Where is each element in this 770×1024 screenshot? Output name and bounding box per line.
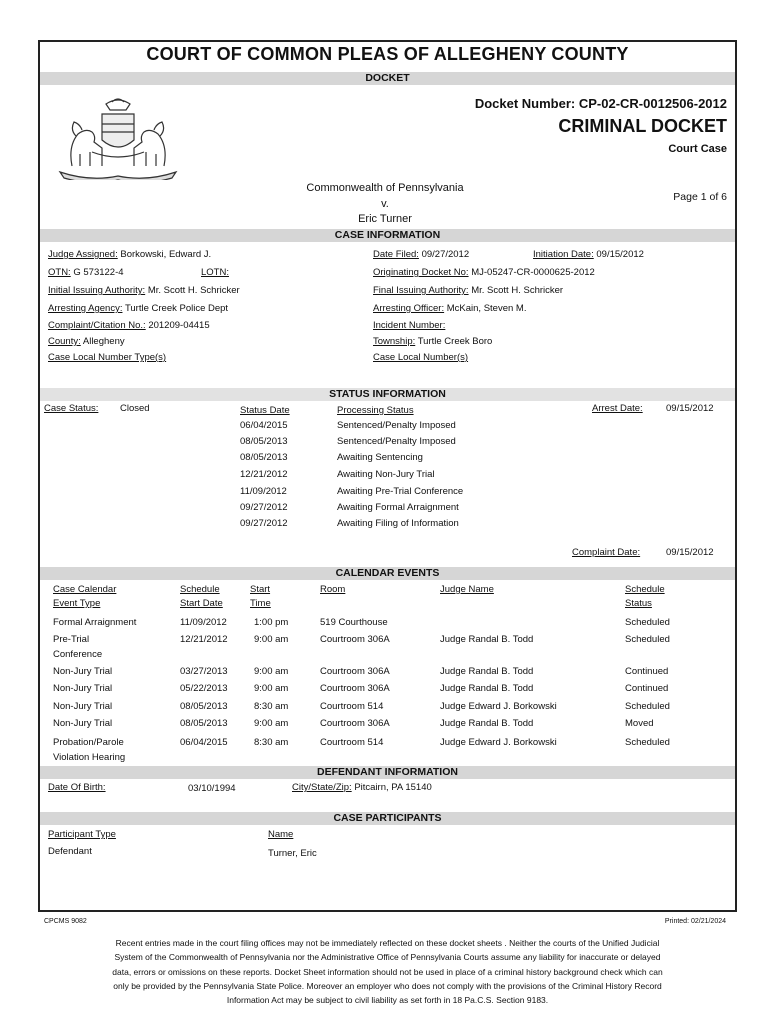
defendant-name: Eric Turner [358,213,412,225]
event-type: Pre-Trial [53,634,90,645]
arresting-agency [48,303,228,314]
arresting-officer [373,303,526,314]
judge-assigned-value: Borkowski, Edward J. [120,249,212,260]
start-time: 9:00 am [254,666,289,677]
court-title: COURT OF COMMON PLEAS OF ALLEGHENY COUNTY [146,44,629,64]
start-time: 8:30 am [254,737,289,748]
printed-date: Printed: 02/21/2024 [664,918,726,925]
judge-name: Judge Randal B. Todd [440,666,534,677]
status-date: 12/21/2012 [240,469,288,480]
processing-status: Sentenced/Penalty Imposed [337,436,456,447]
event-type-header-2: Event Type [53,598,101,609]
initiation-date [533,249,644,260]
participant-name: Turner, Eric [268,848,317,859]
status-date: 09/27/2012 [240,502,288,513]
participant-type-header: Participant Type [48,829,116,840]
page-indicator: Page 1 of 6 [673,191,727,203]
participant-name-header: Name [268,829,294,840]
docket-type: CRIMINAL DOCKET [558,116,727,136]
final-issuing-authority-value: Mr. Scott H. Schricker [471,285,564,296]
judge-assigned [48,249,211,260]
dob-value: 03/10/1994 [188,783,236,794]
complaint-citation [48,320,210,331]
county [48,336,125,347]
processing-status: Awaiting Pre-Trial Conference [337,486,464,497]
township-label: Township: [373,336,416,347]
city-state-zip [292,782,432,793]
case-participants-bar: CASE PARTICIPANTS [40,812,735,825]
judge-name-header: Judge Name [440,584,494,595]
judge-name: Judge Randal B. Todd [440,634,534,645]
schedule-status: Moved [625,718,654,729]
arresting-agency-value: Turtle Creek Police Dept [124,303,229,314]
arrest-date-label: Arrest Date: [592,403,643,414]
lotn-label: LOTN: [201,267,229,278]
status-information-bar: STATUS INFORMATION [40,388,735,401]
otn [48,267,124,278]
complaint-date-value: 09/15/2012 [666,547,714,558]
docket-number: Docket Number: CP-02-CR-0012506-2012 [474,96,727,111]
docket-bar: DOCKET [40,72,735,85]
case-status-value: Closed [120,403,150,414]
start-time: 9:00 am [254,634,289,645]
arresting-officer-label: Arresting Officer: [373,303,445,314]
start-date: 08/05/2013 [180,701,228,712]
start-time-header-1: Start [250,584,271,595]
defendant-information-bar: DEFENDANT INFORMATION [40,766,735,779]
event-type: Probation/Parole [53,737,124,748]
event-type-continued: Violation Hearing [53,752,126,763]
status-date: 08/05/2013 [240,452,288,463]
initiation-date-label: Initiation Date: [533,249,594,260]
disclaimer-line: System of the Commonwealth of Pennsylvania nor the Administrative Office of Pennsylvania Courts assume any liability for inaccurate or delayed [114,952,661,963]
schedule-status: Continued [625,683,669,694]
township-value: Turtle Creek Boro [417,336,493,347]
start-date-header-2: Start Date [180,598,223,609]
pennsylvania-seal-icon [52,96,184,180]
initial-issuing-authority-value: Mr. Scott H. Schricker [147,285,240,296]
originating-docket-label: Originating Docket No: [373,267,469,278]
status-date-header: Status Date [240,405,290,416]
plaintiff-name: Commonwealth of Pennsylvania [306,182,464,194]
room: Courtroom 306A [320,683,390,694]
final-issuing-authority-label: Final Issuing Authority: [373,285,469,296]
initial-issuing-authority [48,285,240,296]
start-date: 12/21/2012 [180,634,228,645]
start-time: 8:30 am [254,701,289,712]
start-date-header-1: Schedule [180,584,220,595]
township [373,336,492,347]
case-local-numbers-label: Case Local Number(s) [373,352,469,363]
county-label: County: [48,336,81,347]
otn-value: G 573122-4 [73,267,124,278]
event-type-header-1: Case Calendar [53,584,117,595]
city-state-zip-label: City/State/Zip: [292,782,352,793]
complaint-citation-label: Complaint/Citation No.: [48,320,146,331]
originating-docket [373,267,595,278]
complaint-citation-value: 201209-04415 [148,320,210,331]
schedule-status: Scheduled [625,701,670,712]
start-date: 06/04/2015 [180,737,228,748]
county-value: Allegheny [82,336,125,347]
judge-name: Judge Randal B. Todd [440,718,534,729]
judge-name: Judge Edward J. Borkowski [440,701,557,712]
disclaimer [80,936,695,1007]
start-time: 1:00 pm [254,617,289,628]
room: Courtroom 306A [320,666,390,677]
status-date: 11/09/2012 [240,486,287,497]
start-time: 9:00 am [254,683,289,694]
event-type: Non-Jury Trial [53,718,113,729]
originating-docket-value: MJ-05247-CR-0000625-2012 [471,267,595,278]
disclaimer-line: data, errors or omissions on these reports. Docket Sheet information should not be used in place of a criminal history background check which can [112,966,663,977]
start-date: 08/05/2013 [180,718,228,729]
case-status-label: Case Status: [44,403,99,414]
disclaimer-line: Recent entries made in the court filing offices may not be immediately reflected on these docket sheets . Neither the courts of the Unified Judicial [115,938,660,948]
start-date: 03/27/2013 [180,666,228,677]
schedule-status: Scheduled [625,617,670,628]
start-date: 05/22/2013 [180,683,228,694]
room: 519 Courthouse [320,617,388,628]
form-id: CPCMS 9082 [44,918,87,925]
arresting-agency-label: Arresting Agency: [48,303,123,314]
city-state-zip-value: Pitcairn, PA 15140 [354,782,432,793]
start-date: 11/09/2012 [180,617,227,628]
room: Courtroom 514 [320,737,384,748]
otn-label: OTN: [48,267,71,278]
event-type: Non-Jury Trial [53,701,113,712]
disclaimer-line: Information Act may be subject to civil liability as set forth in 18 Pa.C.S. Section 9183. [226,995,549,1006]
room: Courtroom 306A [320,718,390,729]
calendar-events-bar: CALENDAR EVENTS [40,567,735,580]
final-issuing-authority [373,285,563,296]
status-date: 06/04/2015 [240,420,288,431]
room: Courtroom 306A [320,634,390,645]
initiation-date-value: 09/15/2012 [596,249,644,260]
start-time: 9:00 am [254,718,289,729]
arrest-date-value: 09/15/2012 [666,403,714,414]
schedule-status-header-1: Schedule [625,584,665,595]
disclaimer-line: only be provided by the Pennsylvania State Police. Moreover an employer who does not comply with the provisions of the Criminal History Record [113,980,662,991]
event-type-continued: Conference [53,649,103,660]
complaint-date-label: Complaint Date: [572,547,641,558]
start-time-header-2: Time [250,598,271,609]
schedule-status: Scheduled [625,737,670,748]
date-filed [373,249,469,260]
dob-label: Date Of Birth: [48,782,106,793]
participant-type: Defendant [48,846,92,857]
room: Courtroom 514 [320,701,384,712]
judge-assigned-label: Judge Assigned: [48,249,118,260]
date-filed-label: Date Filed: [373,249,419,260]
room-header: Room [320,584,346,595]
case-information-bar: CASE INFORMATION [40,229,735,242]
judge-name: Judge Edward J. Borkowski [440,737,557,748]
processing-status: Sentenced/Penalty Imposed [337,420,456,431]
status-date: 09/27/2012 [240,518,288,529]
event-type: Non-Jury Trial [53,683,113,694]
event-type: Formal Arraignment [53,617,137,628]
case-kind: Court Case [668,143,727,155]
processing-status: Awaiting Non-Jury Trial [337,469,435,480]
processing-status: Awaiting Sentencing [337,452,423,463]
schedule-status: Scheduled [625,634,670,645]
status-date: 08/05/2013 [240,436,288,447]
judge-name: Judge Randal B. Todd [440,683,534,694]
schedule-status: Continued [625,666,669,677]
event-type: Non-Jury Trial [53,666,113,677]
versus: v. [381,198,389,210]
arresting-officer-value: McKain, Steven M. [446,303,527,314]
case-local-number-type-label: Case Local Number Type(s) [48,352,167,363]
processing-status: Awaiting Filing of Information [337,518,459,529]
schedule-status-header-2: Status [625,598,652,609]
processing-status-header: Processing Status [337,405,414,416]
initial-issuing-authority-label: Initial Issuing Authority: [48,285,146,296]
date-filed-value: 09/27/2012 [421,249,470,260]
incident-number-label: Incident Number: [373,320,446,331]
processing-status: Awaiting Formal Arraignment [337,502,459,513]
